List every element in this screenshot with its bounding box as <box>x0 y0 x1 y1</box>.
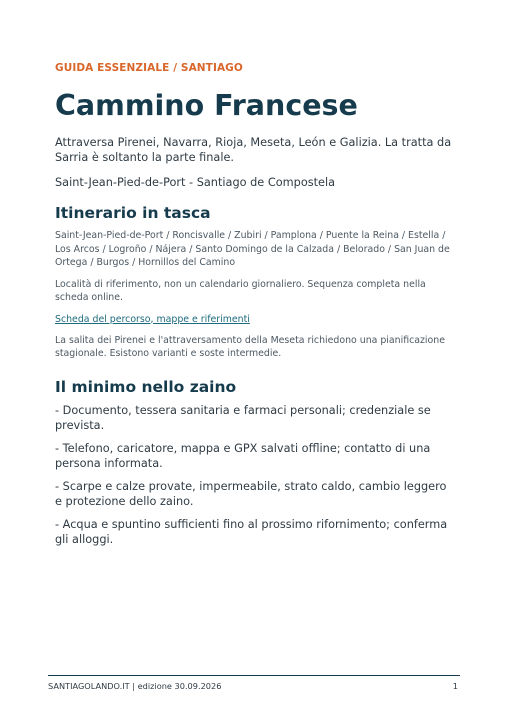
guide-page <box>55 62 455 547</box>
itinerary-heading: Itinerario in tasca <box>55 204 211 222</box>
page-number: 1 <box>452 681 458 691</box>
itinerary-note: Località di riferimento, non un calendario giornaliero. Sequenza completa nella scheda online. <box>55 278 426 303</box>
itinerary-advice: La salita dei Pirenei e l'attraversamento della Meseta richiedono una pianificazione stagionale. Esistono varianti e soste intermedie. <box>55 334 445 359</box>
kit-heading: Il minimo nello zaino <box>55 377 237 396</box>
kit-item: - Scarpe e calze provate, impermeabile, strato caldo, cambio leggero e protezione dello zaino. <box>55 479 447 508</box>
breadcrumb-section: GUIDA ESSENZIALE <box>55 62 170 74</box>
itinerary-stages: Saint-Jean-Pied-de-Port / Roncisvalle / Zubiri / Pamplona / Puente la Reina / Estella / Los Arcos / Logroño / Nájera / Santo Domingo de la Calzada / Belorado / San Juan de Ortega / Burgos / Hornillos del Camino <box>55 230 450 268</box>
kit-item: - Acqua e spuntino sufficienti fino al prossimo rifornimento; conferma gli alloggi. <box>55 517 448 546</box>
breadcrumb-separator: / <box>169 62 181 74</box>
route-endpoints: Saint-Jean-Pied-de-Port - Santiago de Compostela <box>55 176 336 189</box>
intro-paragraph: Attraversa Pirenei, Navarra, Rioja, Meseta, León e Galizia. La tratta da Sarria è soltanto la parte finale. <box>55 136 452 164</box>
page-title: Cammino Francese <box>55 89 358 122</box>
footer-edition: SANTIAGOLANDO.IT | edizione 30.09.2026 <box>48 681 222 691</box>
breadcrumb <box>55 62 455 75</box>
page-footer <box>48 675 460 691</box>
kit-item: - Documento, tessera sanitaria e farmaci personali; credenziale se prevista. <box>55 403 431 432</box>
route-details-link[interactable]: Scheda del percorso, mappe e riferimenti <box>55 313 250 325</box>
kit-item: - Telefono, caricatore, mappa e GPX salvati offline; contatto di una persona informata. <box>55 441 431 470</box>
breadcrumb-topic: SANTIAGO <box>180 62 243 74</box>
